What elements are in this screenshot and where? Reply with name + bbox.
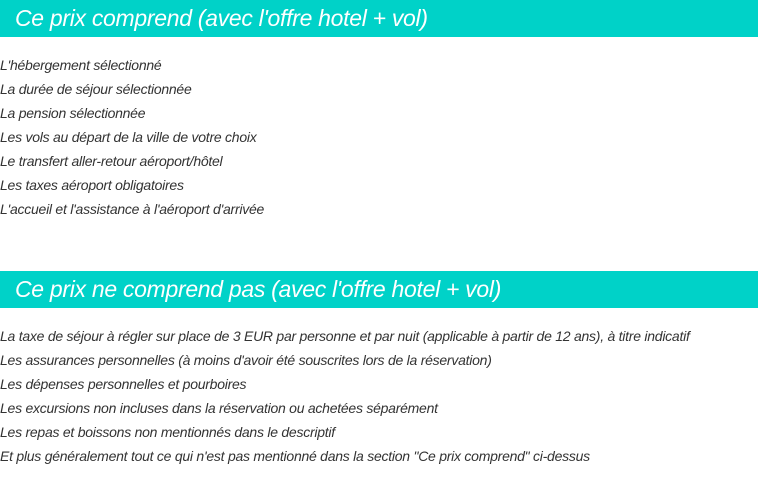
excluded-item: Les assurances personnelles (à moins d'avoir été souscrites lors de la réservation) [0, 352, 492, 368]
excluded-section-title: Ce prix ne comprend pas (avec l'offre hotel + vol) [0, 271, 758, 308]
included-item: La pension sélectionnée [0, 105, 146, 121]
included-section-title: Ce prix comprend (avec l'offre hotel + vol) [0, 0, 758, 37]
included-item: Les taxes aéroport obligatoires [0, 177, 184, 193]
excluded-items-list [0, 324, 690, 468]
included-item: La durée de séjour sélectionnée [0, 81, 192, 97]
included-item: Les vols au départ de la ville de votre choix [0, 129, 257, 145]
included-item: Le transfert aller-retour aéroport/hôtel [0, 153, 223, 169]
included-item: L'hébergement sélectionné [0, 57, 162, 73]
excluded-item: Les dépenses personnelles et pourboires [0, 376, 247, 392]
excluded-item: Et plus généralement tout ce qui n'est pas mentionné dans la section "Ce prix comprend" ci-dessus [0, 448, 590, 464]
excluded-item: Les excursions non incluses dans la réservation ou achetées séparément [0, 400, 438, 416]
excluded-item: Les repas et boissons non mentionnés dans le descriptif [0, 424, 335, 440]
excluded-item: La taxe de séjour à régler sur place de 3 EUR par personne et par nuit (applicable à partir de 12 ans), à titre indicatif [0, 328, 690, 344]
included-item: L'accueil et l'assistance à l'aéroport d'arrivée [0, 201, 265, 217]
included-items-list [0, 53, 264, 221]
